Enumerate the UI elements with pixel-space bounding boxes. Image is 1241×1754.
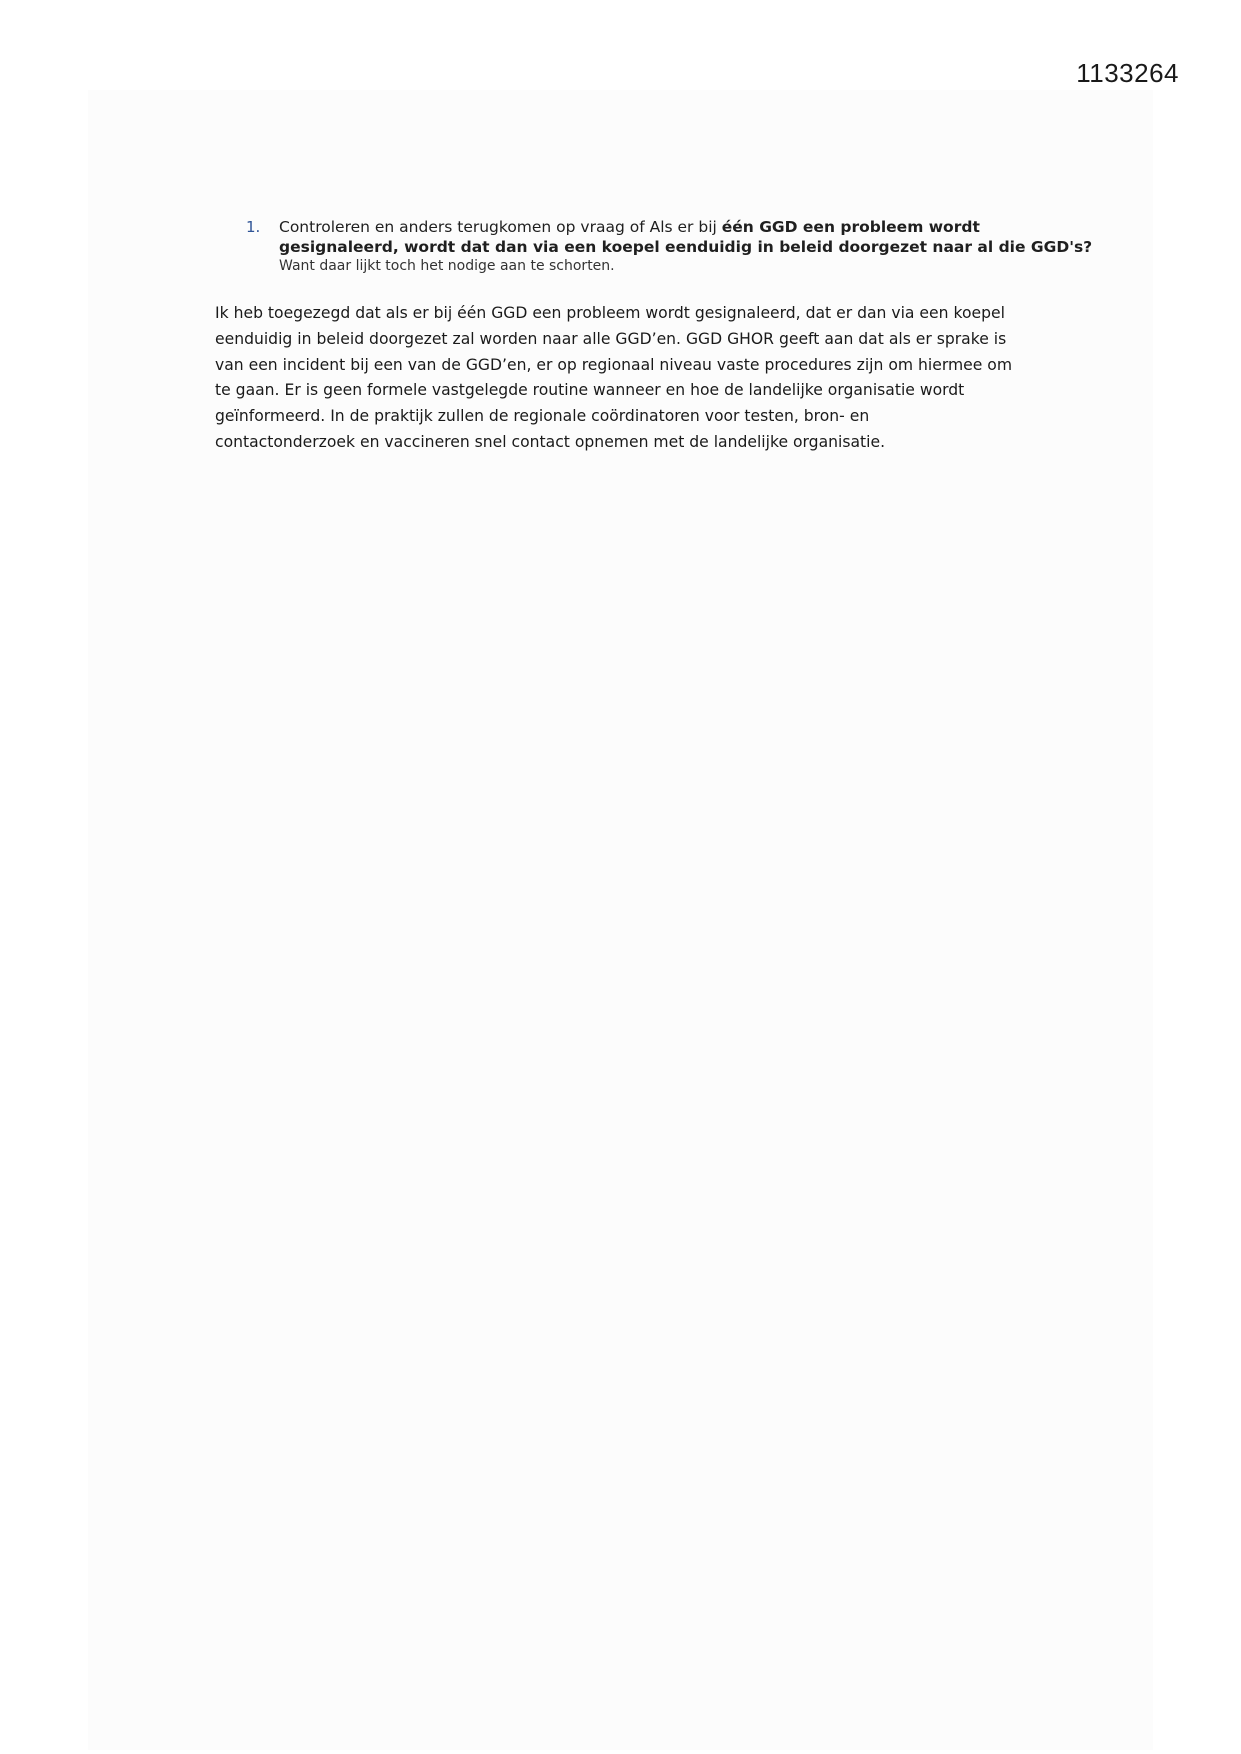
- question-intro: Controleren en anders terugkomen op vraag of Als er bij: [279, 218, 717, 236]
- document-number: 1133264: [1076, 58, 1179, 88]
- question-text: [279, 217, 1092, 275]
- question-bold-part-2: gesignaleerd, wordt dat dan via een koepel eenduidig in beleid doorgezet naar al die GGD's?: [279, 238, 1093, 256]
- answer-line: Ik heb toegezegd dat als er bij één GGD een probleem wordt gesignaleerd, dat er dan via een koepel: [215, 304, 1005, 322]
- question-line-1: [279, 217, 1092, 237]
- answer-line: geïnformeerd. In de praktijk zullen de regionale coördinatoren voor testen, bron- en: [215, 407, 870, 426]
- question-number: 1.: [246, 218, 261, 236]
- question-bold-part-1: één GGD een probleem wordt: [721, 218, 980, 236]
- answer-line: van een incident bij een van de GGD’en, er op regionaal niveau vaste procedures zijn om hiermee om: [215, 355, 1013, 374]
- answer-line: eenduidig in beleid doorgezet zal worden naar alle GGD’en. GGD GHOR geeft aan dat als er sprake is: [215, 329, 1007, 348]
- answer-line: contactonderzoek en vaccineren snel contact opnemen met de landelijke organisatie.: [215, 432, 886, 451]
- answer-paragraph: [215, 301, 1045, 456]
- question-item: [246, 217, 1093, 275]
- question-followup: Want daar lijkt toch het nodige aan te schorten.: [279, 258, 615, 274]
- answer-line: te gaan. Er is geen formele vastgelegde routine wanneer en hoe de landelijke organisatie wordt: [215, 381, 965, 400]
